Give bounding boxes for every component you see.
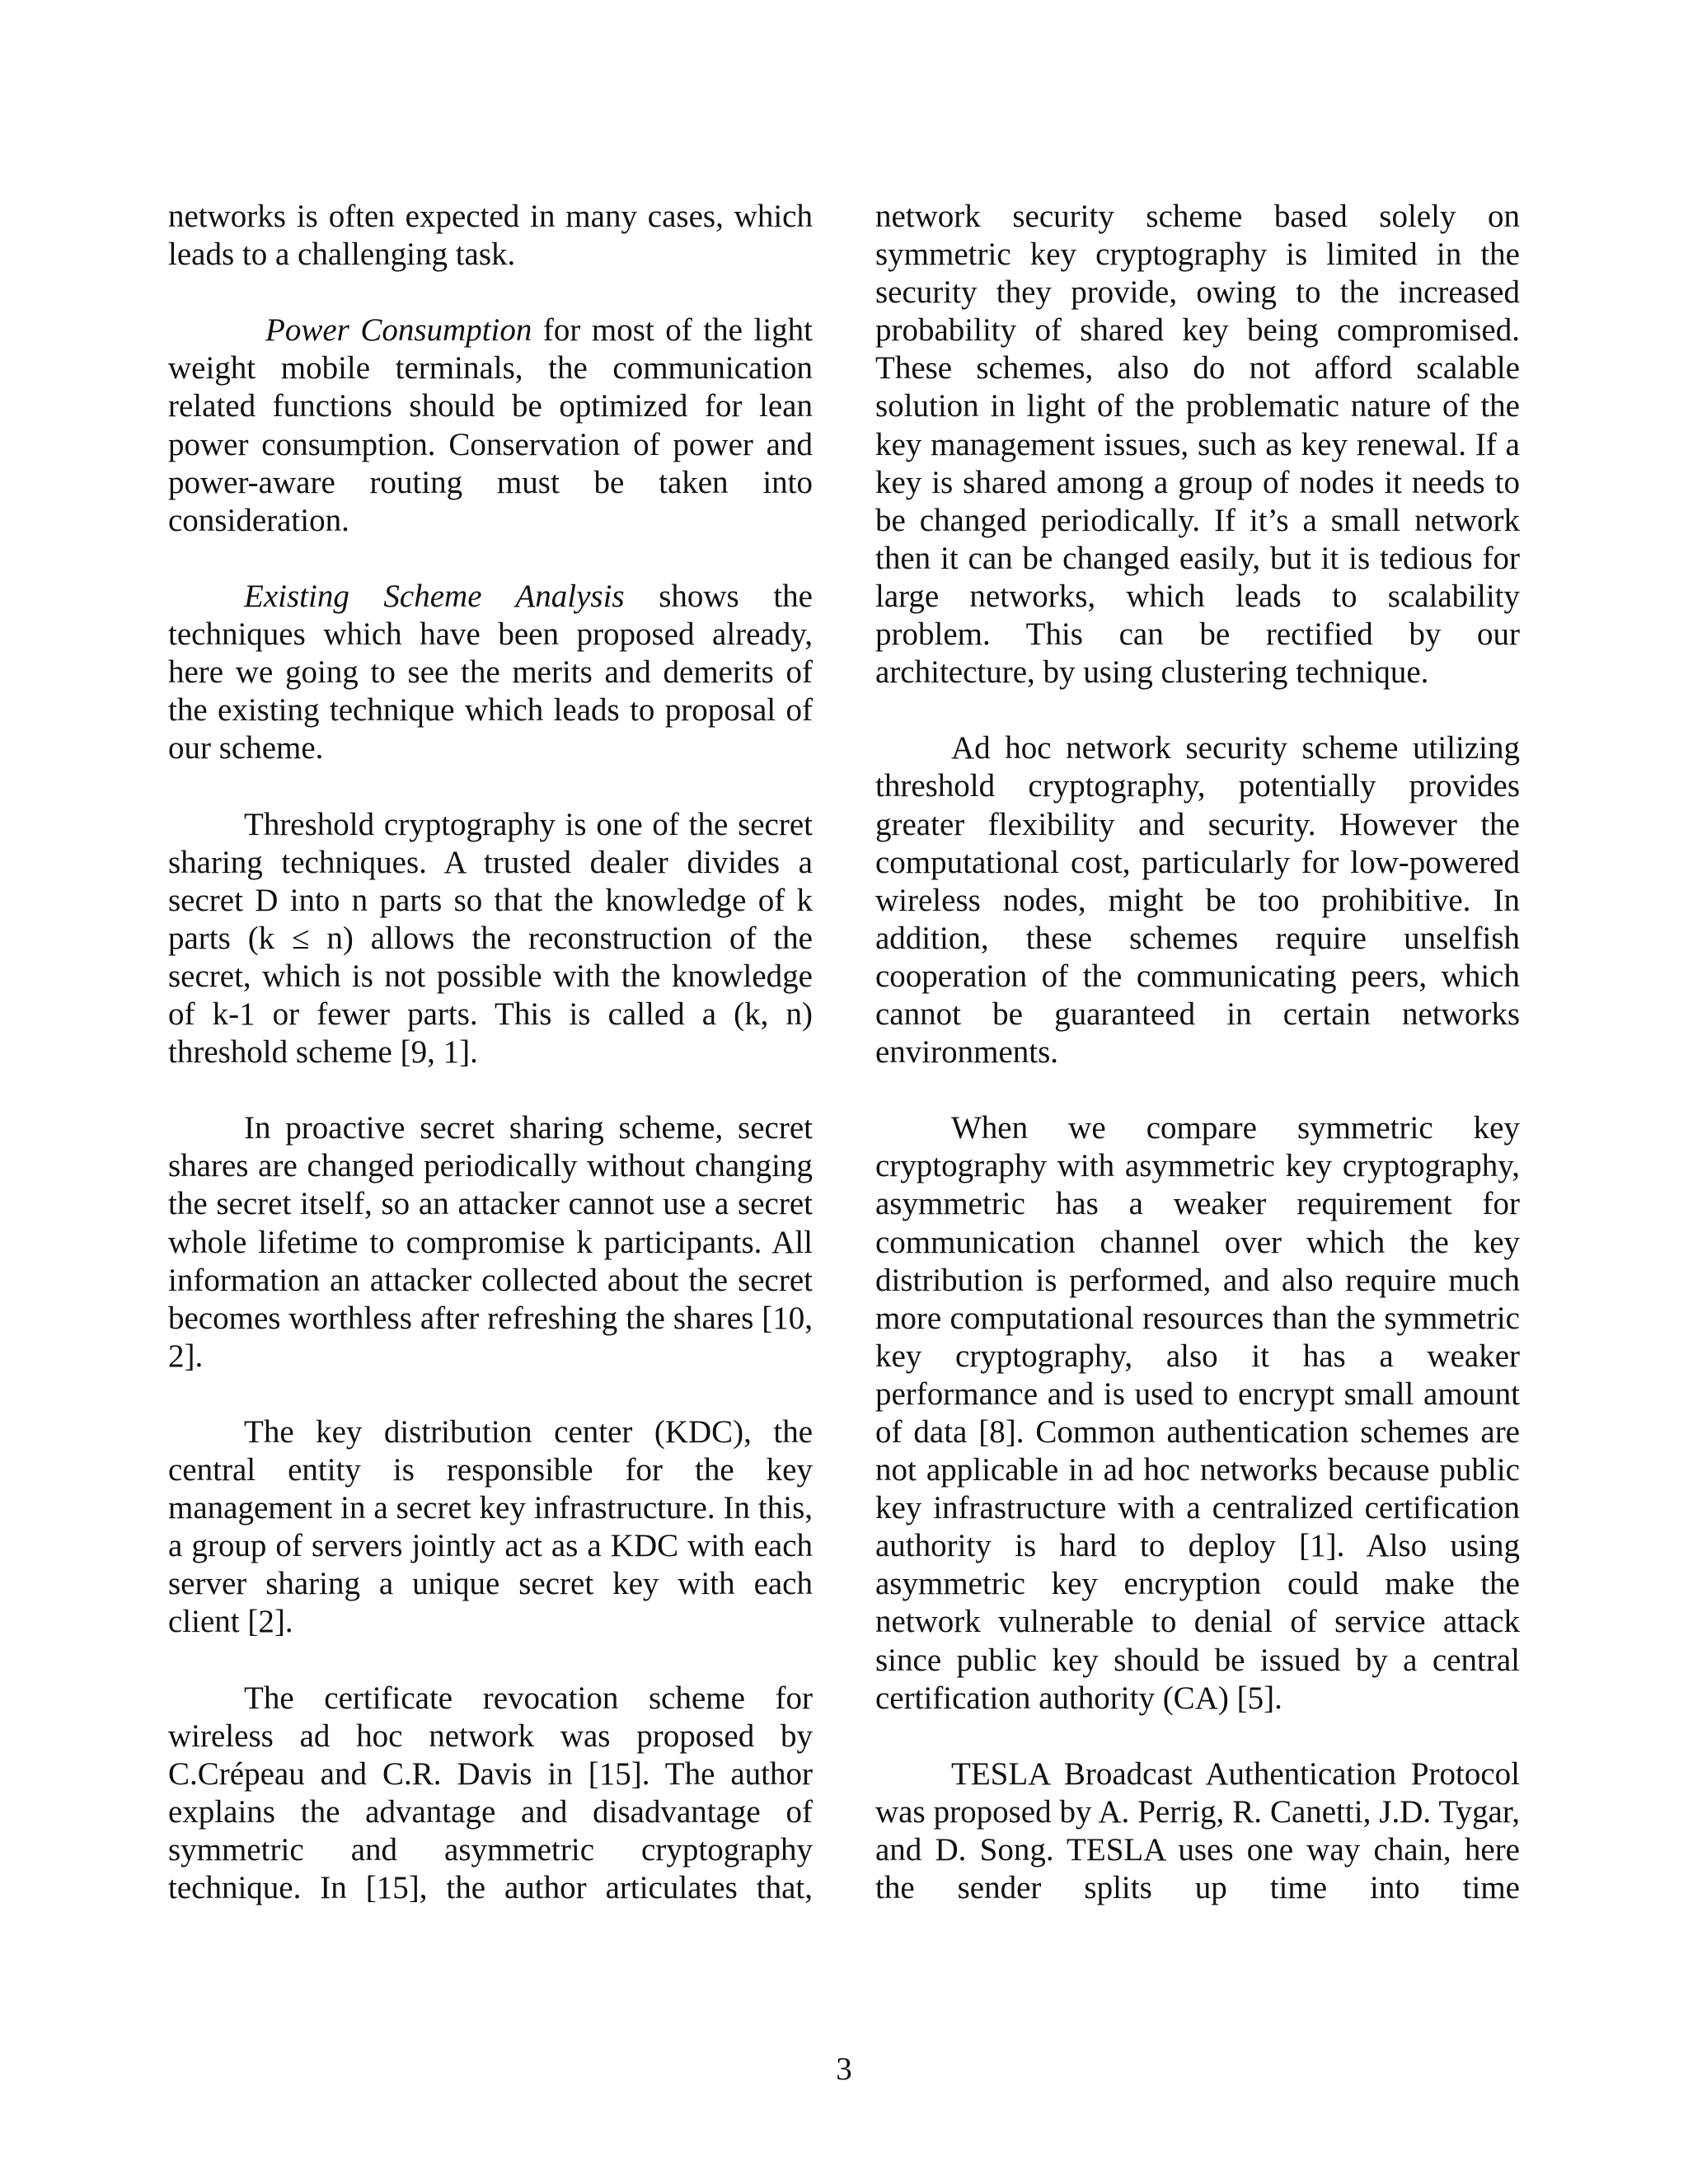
term-power-consumption: Power Consumption xyxy=(265,312,532,349)
paragraph-tesla-protocol: TESLA Broadcast Authentication Protocol was proposed by A. Perrig, R. Canetti, J.D. Tygar, and D. Song. TESLA uses one way chain, here the sender splits up time into time xyxy=(875,1755,1520,1906)
paragraph-existing-scheme-analysis xyxy=(168,578,813,767)
text-existing-scheme-analysis: shows the techniques which have been proposed already, here we going to see the merits and demerits of the existing technique which leads to proposal of our scheme. xyxy=(168,578,813,766)
paragraph-symmetric-key-limits: network security scheme based solely on symmetric key cryptography is limited in the security they provide, owing to the increased probability of shared key being compromised. These schemes, also do not afford scalable solution in light of the problematic nature of the key management issues, such as key renewal. If a key is shared among a group of nodes it needs to be changed periodically. If it’s a small network then it can be changed easily, but it is tedious for large networks, which leads to scalability problem. This can be rectified by our architecture, by using clustering technique. xyxy=(875,199,1520,691)
paragraph-threshold-cryptography: Threshold cryptography is one of the secret sharing techniques. A trusted dealer divides a secret D into n parts so that the knowledge of k parts (k ≤ n) allows the reconstruction of the secret, which is not possible with the knowledge of k-1 or fewer parts. This is called a (k, n) threshold scheme [9, 1]. xyxy=(168,806,813,1071)
paragraph-proactive-secret-sharing: In proactive secret sharing scheme, secret shares are changed periodically without changing the secret itself, so an attacker cannot use a secret whole lifetime to compromise k participants. All information an attacker collected about the secret becomes worthless after refreshing the shares [10, 2]. xyxy=(168,1110,813,1374)
left-column xyxy=(168,198,813,1907)
text-power-consumption: for most of the light weight mobile terminals, the communication related functions should be optimized for lean power consumption. Conservation of power and power-aware routing must be taken into consideration. xyxy=(168,312,813,538)
paragraph-threshold-security-scheme: Ad hoc network security scheme utilizing threshold cryptography, potentially provides greater flexibility and security. However the computational cost, particularly for low-powered wireless nodes, might be too prohibitive. In addition, these schemes require unselfish cooperation of the communicating peers, which cannot be guaranteed in certain networks environments. xyxy=(875,730,1520,1071)
paragraph-power-consumption xyxy=(168,312,813,540)
paragraph-key-distribution-center: The key distribution center (KDC), the central entity is responsible for the key management in a secret key infrastructure. In this, a group of servers jointly act as a KDC with each server sharing a unique secret key with each client [2]. xyxy=(168,1414,813,1640)
page-number: 3 xyxy=(836,2051,852,2087)
paragraph-symmetric-vs-asymmetric: When we compare symmetric key cryptography with asymmetric key cryptography, asymmetric has a weaker requirement for communication channel over which the key distribution is performed, and also require much more computational resources than the symmetric key cryptography, also it has a weaker performance and is used to encrypt small amount of data [8]. Common authentication schemes are not applicable in ad hoc networks because public key infrastructure with a centralized certification authority is hard to deploy [1]. Also using asymmetric key encryption could make the network vulnerable to denial of service attack since public key should be issued by a central certification authority (CA) [5]. xyxy=(875,1110,1520,1716)
paragraph-certificate-revocation: The certificate revocation scheme for wireless ad hoc network was proposed by C.Crépeau and C.R. Davis in [15]. The author explains the advantage and disadvantage of symmetric and asymmetric cryptography technique. In [15], the author articulates that, xyxy=(168,1680,813,1906)
paragraph-network-expectation: networks is often expected in many cases, which leads to a challenging task. xyxy=(168,199,813,273)
right-column xyxy=(875,198,1520,1907)
term-existing-scheme-analysis: Existing Scheme Analysis xyxy=(244,578,625,614)
